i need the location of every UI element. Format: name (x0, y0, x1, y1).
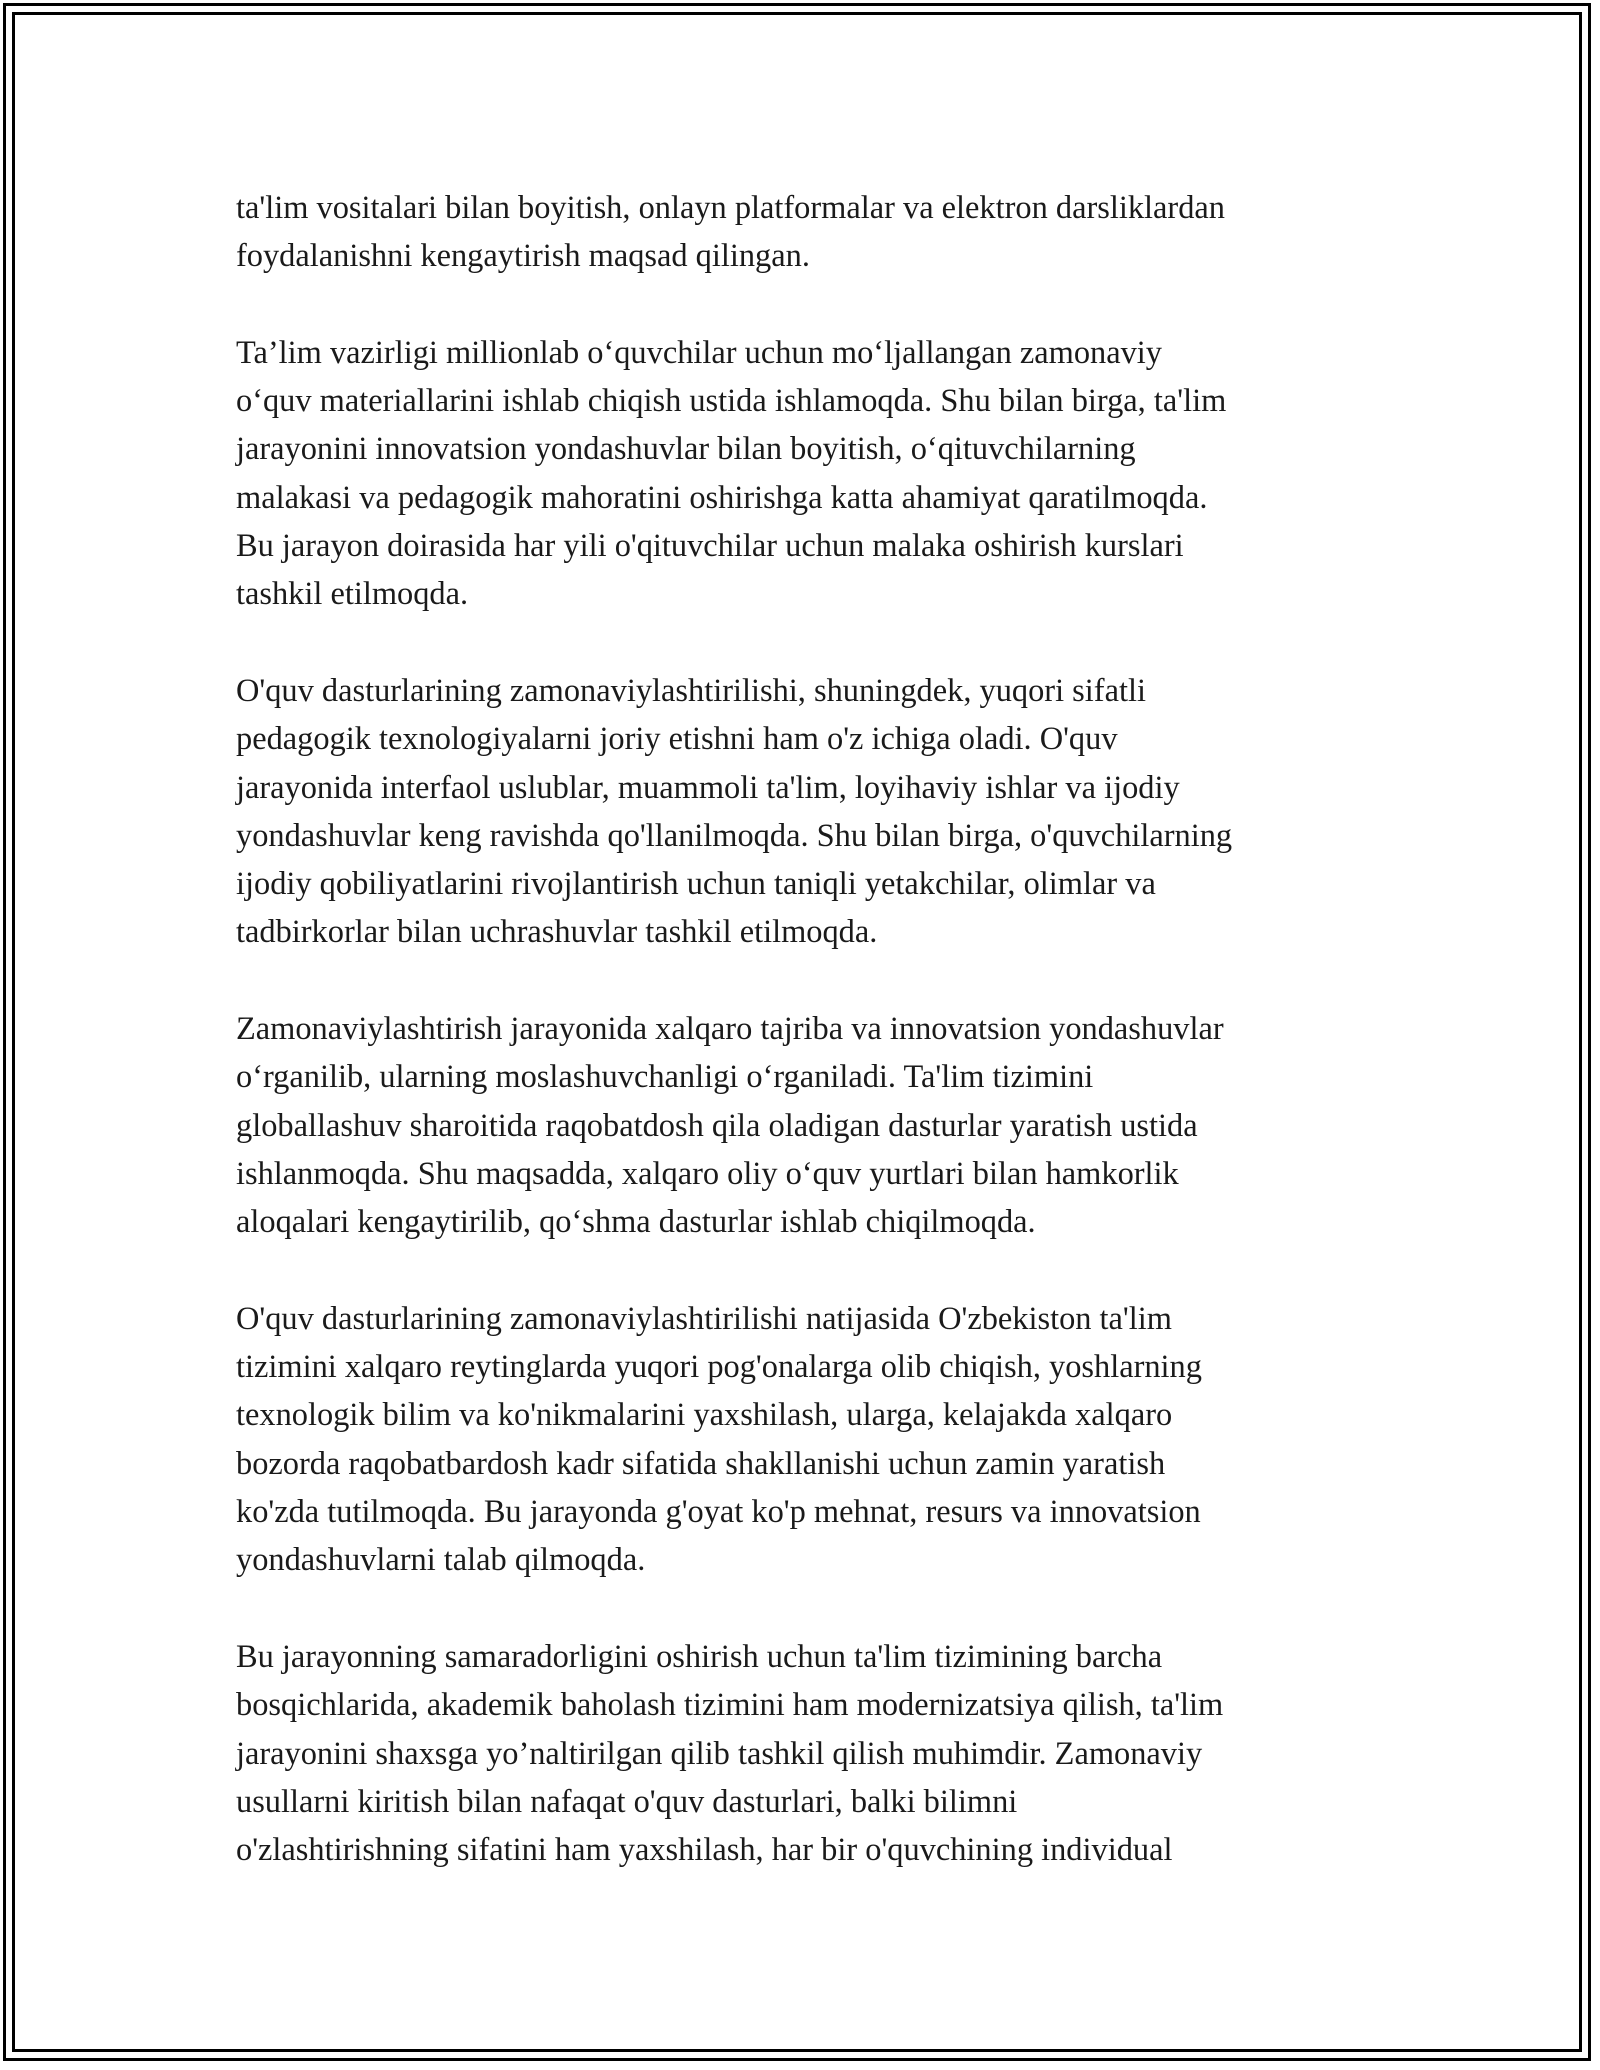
text-line: ko'zda tutilmoqda. Bu jarayonda g'oyat ko'p mehnat, resurs va innovatsion (236, 1494, 1201, 1531)
text-line: texnologik bilim va ko'nikmalarini yaxshilash, ularga, kelajakda xalqaro (236, 1397, 1173, 1434)
text-line: bosqichlarida, akademik baholash tizimini ham modernizatsiya qilish, ta'lim (236, 1687, 1224, 1724)
text-line: bozorda raqobatbardosh kadr sifatida shakllanishi uchun zamin yaratish (236, 1445, 1166, 1482)
text-line: Zamonaviylashtirish jarayonida xalqaro tajriba va innovatsion yondashuvlar (236, 1011, 1224, 1048)
text-line: aloqalari kengaytirilib, qo‘shma dasturlar ishlab chiqilmoqda. (236, 1204, 1036, 1241)
text-line: o‘rganilib, ularning moslashuvchanligi o‘rganiladi. Ta'lim tizimini (236, 1059, 1094, 1096)
text-line: yondashuvlar keng ravishda qo'llanilmoqda. Shu bilan birga, o'quvchilarning (236, 817, 1233, 854)
text-line: yondashuvlarni talab qilmoqda. (236, 1542, 646, 1579)
paragraph (236, 329, 1406, 619)
text-line: Bu jarayonning samaradorligini oshirish uchun ta'lim tizimining barcha (236, 1638, 1163, 1675)
document-body (236, 184, 1406, 1923)
text-line: globallashuv sharoitida raqobatdosh qila oladigan dasturlar yaratish ustida (236, 1107, 1198, 1144)
text-line: malakasi va pedagogik mahoratini oshirishga katta ahamiyat qaratilmoqda. (236, 479, 1208, 516)
text-line: pedagogik texnologiyalarni joriy etishni ham o'z ichiga oladi. O'quv (236, 721, 1118, 758)
text-line: tadbirkorlar bilan uchrashuvlar tashkil etilmoqda. (236, 914, 878, 951)
text-line: O'quv dasturlarining zamonaviylashtirilishi natijasida O'zbekiston ta'lim (236, 1300, 1172, 1337)
paragraph (236, 1633, 1406, 1874)
text-line: usullarni kiritish bilan nafaqat o'quv dasturlari, balki bilimni (236, 1783, 1018, 1820)
text-line: jarayonini innovatsion yondashuvlar bilan boyitish, o‘qituvchilarning (236, 431, 1136, 468)
text-line: jarayonini shaxsga yo’naltirilgan qilib tashkil qilish muhimdir. Zamonaviy (236, 1735, 1203, 1772)
text-line: foydalanishni kengaytirish maqsad qilingan. (236, 238, 810, 275)
text-line: jarayonida interfaol uslublar, muammoli ta'lim, loyihaviy ishlar va ijodiy (236, 769, 1180, 806)
text-line: O'quv dasturlarining zamonaviylashtirilishi, shuningdek, yuqori sifatli (236, 672, 1146, 709)
text-line: Bu jarayon doirasida har yili o'qituvchilar uchun malaka oshirish kurslari (236, 528, 1184, 565)
paragraph (236, 1005, 1406, 1246)
text-line: o'zlashtirishning sifatini ham yaxshilash, har bir o'quvchining individual (236, 1832, 1173, 1869)
text-line: ijodiy qobiliyatlarini rivojlantirish uchun taniqli yetakchilar, olimlar va (236, 866, 1156, 903)
text-line: Ta’lim vazirligi millionlab o‘quvchilar uchun mo‘ljallangan zamonaviy (236, 334, 1162, 371)
text-line: tashkil etilmoqda. (236, 576, 469, 613)
text-line: tizimini xalqaro reytinglarda yuqori pog'onalarga olib chiqish, yoshlarning (236, 1349, 1202, 1386)
text-line: ishlanmoqda. Shu maqsadda, xalqaro oliy o‘quv yurtlari bilan hamkorlik (236, 1155, 1179, 1192)
paragraph (236, 1295, 1406, 1585)
text-line: o‘quv materiallarini ishlab chiqish ustida ishlamoqda. Shu bilan birga, ta'lim (236, 383, 1227, 420)
paragraph (236, 184, 1406, 281)
text-line: ta'lim vositalari bilan boyitish, onlayn platformalar va elektron darsliklardan (236, 190, 1225, 226)
paragraph (236, 667, 1406, 957)
